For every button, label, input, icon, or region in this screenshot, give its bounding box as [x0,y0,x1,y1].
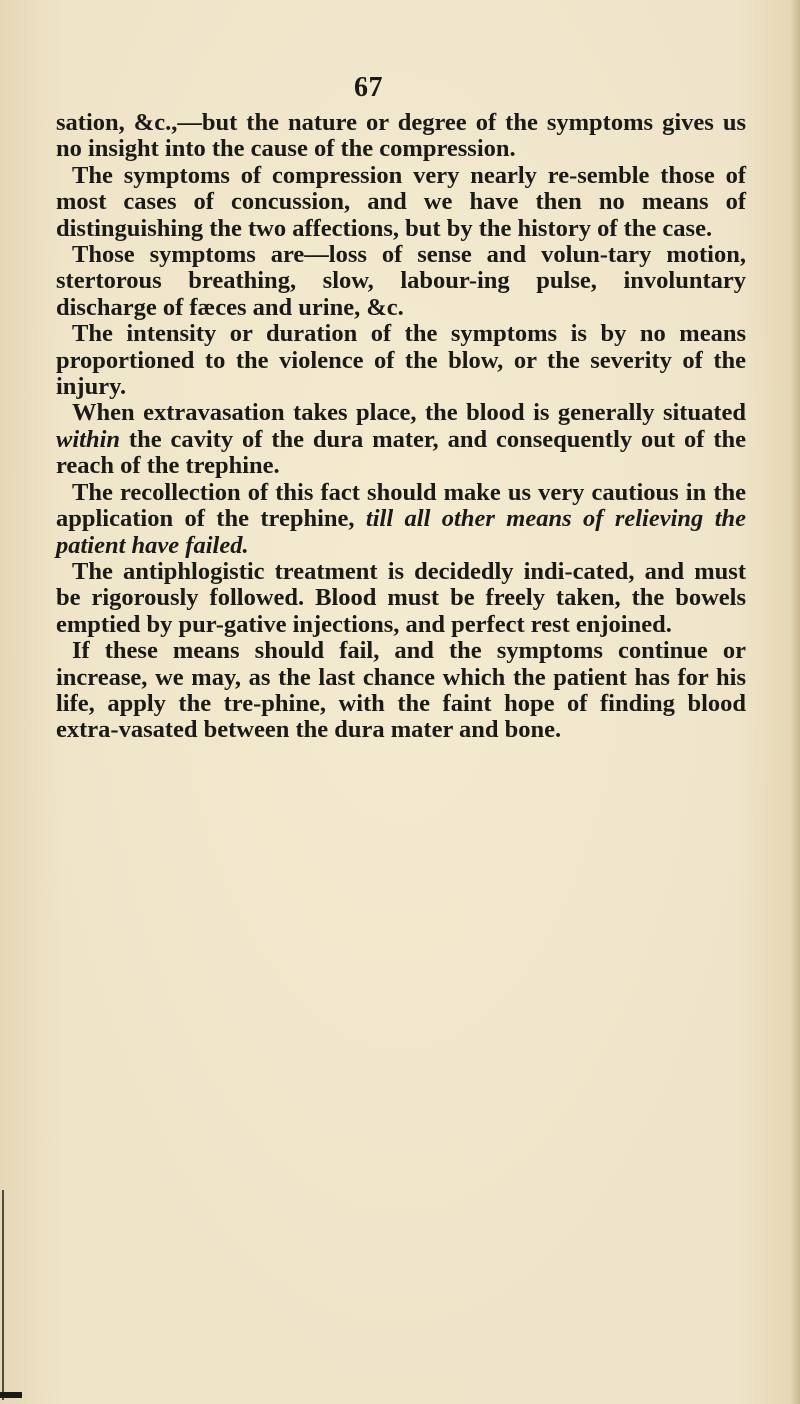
page-number: 67 [354,72,383,103]
paragraph-3: Those symptoms are—loss of sense and volun-tary motion, stertorous breathing, slow, labour-ing pulse, involuntary discharge of fæces and urine, &c. [56,241,746,321]
left-margin-rule [2,1190,4,1400]
paragraph-6 [56,480,746,559]
paragraph-8: If these means should fail, and the symptoms continue or increase, we may, as the last chance which the patient has for his life, apply the tre-phine, with the faint hope of finding blood extra-vasated between the dura mater and bone. [56,637,746,744]
paragraph-5-end: the cavity of the dura mater, and consequently out of the reach of the trephine. [56,425,746,480]
paragraph-6-start: The recollection of this fact should make us very cautious in the application of the trephine, [56,478,746,533]
page-edge-shadow [790,0,800,1404]
paragraph-5-start: When extravasation takes place, the blood is generally situated [72,399,746,427]
body-text [56,110,746,744]
paragraph-1: sation, &c.,—but the nature or degree of the symptoms gives us no insight into the cause of the compression. [56,109,746,163]
paragraph-7: The antiphlogistic treatment is decidedly indi-cated, and must be rigorously followed. Blood must be freely taken, the bowels emptied by pur-gative injections, and perfect rest enjoined. [56,557,746,638]
paragraph-5 [56,400,746,479]
paragraph-6-emphasis: till all other means of relieving the patient have failed. [56,505,746,559]
paragraph-2: The symptoms of compression very nearly re-semble those of most cases of concussion, and we have then no means of distinguishing the two affections, but by the history of the case. [56,161,746,242]
paragraph-5-emphasis: within [56,425,121,453]
corner-mark [0,1392,22,1398]
paragraph-4: The intensity or duration of the symptoms is by no means proportioned to the violence of the blow, or the severity of the injury. [56,320,746,401]
